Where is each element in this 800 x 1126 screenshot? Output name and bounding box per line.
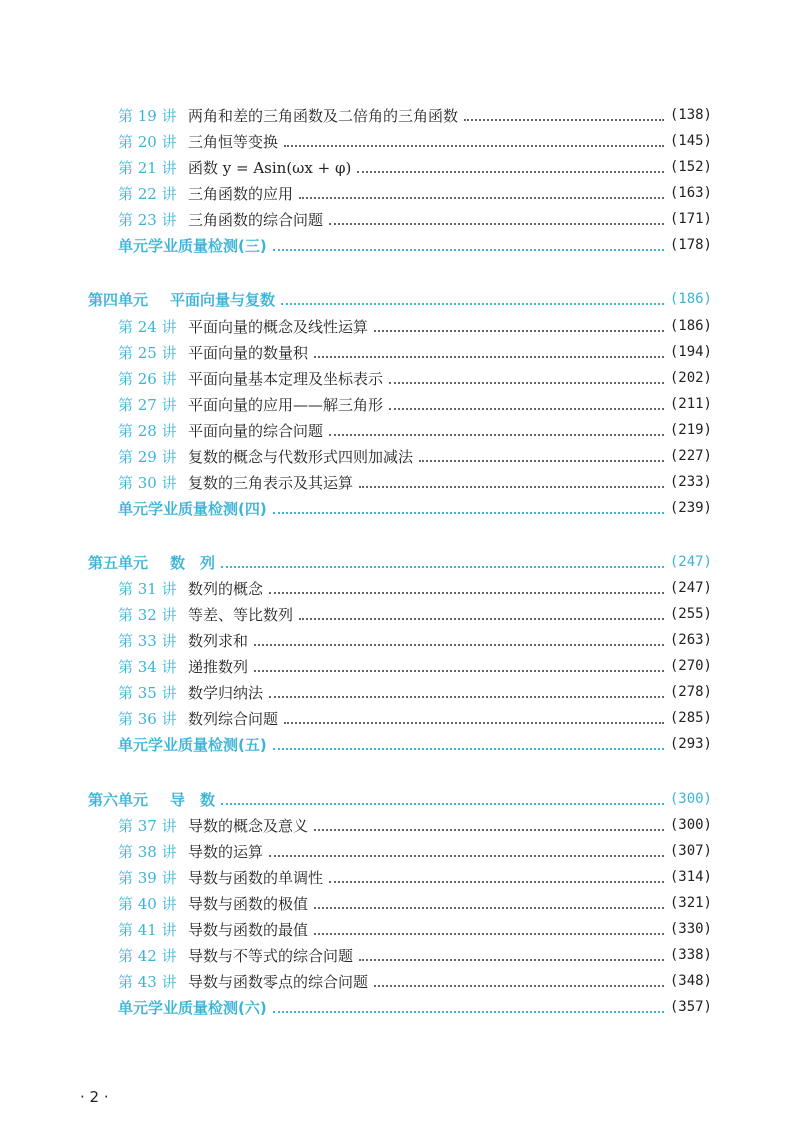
unit-title: 平面向量与复数 <box>170 290 276 309</box>
dot-leader <box>314 932 664 935</box>
unit-title: 数 列 <box>170 553 216 572</box>
page-number: (233) <box>669 474 712 490</box>
toc-entry-lecture-33[interactable] <box>118 629 712 651</box>
lecture-number: 第 33 讲 <box>118 631 177 650</box>
lecture-number: 第 31 讲 <box>118 579 177 598</box>
page-number: (285) <box>669 710 712 726</box>
page-number: (186) <box>669 318 712 334</box>
page-number: (330) <box>669 921 712 937</box>
lecture-title: 函数 y = Asin(ωx + φ) <box>188 158 352 177</box>
page-number: (219) <box>669 422 712 438</box>
lecture-number: 第 32 讲 <box>118 605 177 624</box>
page-number: (171) <box>669 211 712 227</box>
lecture-number: 第 36 讲 <box>118 709 177 728</box>
toc-entry-lecture-43[interactable] <box>118 970 712 992</box>
lecture-number: 第 43 讲 <box>118 972 177 991</box>
dot-leader <box>299 196 664 199</box>
page-number: (357) <box>669 999 712 1015</box>
lecture-number: 第 41 讲 <box>118 920 177 939</box>
page-number: (314) <box>669 869 712 885</box>
dot-leader <box>329 433 664 436</box>
dot-leader <box>314 828 664 831</box>
lecture-title: 两角和差的三角函数及二倍角的三角函数 <box>188 106 459 125</box>
toc-entry-lecture-37[interactable] <box>118 814 712 836</box>
toc-entry-lecture-41[interactable] <box>118 918 712 940</box>
page-number: (152) <box>669 159 712 175</box>
unit-test-title: 单元学业质量检测(三) <box>118 236 267 255</box>
lecture-title: 复数的三角表示及其运算 <box>188 473 354 492</box>
toc-entry-lecture-23[interactable] <box>118 208 712 230</box>
lecture-title: 导数与函数的单调性 <box>188 868 324 887</box>
dot-leader <box>357 170 664 173</box>
lecture-title: 平面向量基本定理及坐标表示 <box>188 369 384 388</box>
lecture-title: 复数的概念与代数形式四则加减法 <box>188 447 414 466</box>
lecture-title: 数列求和 <box>188 631 249 650</box>
lecture-number: 第 22 讲 <box>118 184 177 203</box>
lecture-title: 等差、等比数列 <box>188 605 294 624</box>
lecture-number: 第 27 讲 <box>118 395 177 414</box>
toc-entry-lecture-29[interactable] <box>118 445 712 467</box>
lecture-number: 第 26 讲 <box>118 369 177 388</box>
lecture-number: 第 40 讲 <box>118 894 177 913</box>
lecture-title: 导数的运算 <box>188 842 264 861</box>
lecture-title: 平面向量的概念及线性运算 <box>188 317 369 336</box>
toc-entry-lecture-40[interactable] <box>118 892 712 914</box>
toc-entry-unit-6[interactable] <box>88 788 712 810</box>
toc-entry-unit-test-6[interactable] <box>118 996 712 1018</box>
page-number: (300) <box>669 791 712 807</box>
lecture-title: 导数与函数的极值 <box>188 894 309 913</box>
dot-leader <box>419 459 664 462</box>
lecture-number: 第 38 讲 <box>118 842 177 861</box>
dot-leader <box>299 617 664 620</box>
lecture-number: 第 24 讲 <box>118 317 177 336</box>
dot-leader <box>273 248 664 251</box>
toc-entry-lecture-24[interactable] <box>118 315 712 337</box>
dot-leader <box>273 511 664 514</box>
unit-label: 第四单元 <box>88 290 149 309</box>
page-number: (239) <box>669 500 712 516</box>
dot-leader <box>464 118 664 121</box>
toc-entry-lecture-42[interactable] <box>118 944 712 966</box>
toc-entry-lecture-35[interactable] <box>118 681 712 703</box>
toc-entry-lecture-27[interactable] <box>118 393 712 415</box>
lecture-number: 第 20 讲 <box>118 132 177 151</box>
page-number: (247) <box>669 580 712 596</box>
dot-leader <box>254 643 664 646</box>
dot-leader <box>359 485 664 488</box>
toc-entry-lecture-25[interactable] <box>118 341 712 363</box>
lecture-title: 三角函数的应用 <box>188 184 294 203</box>
dot-leader <box>284 721 664 724</box>
page-number: (194) <box>669 344 712 360</box>
dot-leader <box>254 669 664 672</box>
lecture-title: 导数的概念及意义 <box>188 816 309 835</box>
page-number: (163) <box>669 185 712 201</box>
lecture-number: 第 29 讲 <box>118 447 177 466</box>
page-number: (186) <box>669 291 712 307</box>
page-number: (247) <box>669 554 712 570</box>
dot-leader <box>314 906 664 909</box>
toc-entry-lecture-26[interactable] <box>118 367 712 389</box>
toc-entry-lecture-28[interactable] <box>118 419 712 441</box>
lecture-number: 第 21 讲 <box>118 158 177 177</box>
dot-leader <box>329 222 664 225</box>
unit-test-title: 单元学业质量检测(四) <box>118 499 267 518</box>
page-number: (211) <box>669 396 712 412</box>
toc-entry-unit-test-3[interactable] <box>118 234 712 256</box>
lecture-number: 第 34 讲 <box>118 657 177 676</box>
unit-test-title: 单元学业质量检测(五) <box>118 735 267 754</box>
footer-page-number: · 2 · <box>80 1088 109 1106</box>
page-number: (278) <box>669 684 712 700</box>
page-number: (307) <box>669 843 712 859</box>
dot-leader <box>374 984 664 987</box>
page-number: (293) <box>669 736 712 752</box>
dot-leader <box>221 565 664 568</box>
lecture-number: 第 42 讲 <box>118 946 177 965</box>
toc-entry-lecture-20[interactable] <box>118 130 712 152</box>
toc-entry-lecture-22[interactable] <box>118 182 712 204</box>
page-number: (145) <box>669 133 712 149</box>
lecture-title: 平面向量的综合问题 <box>188 421 324 440</box>
lecture-title: 三角函数的综合问题 <box>188 210 324 229</box>
lecture-title: 导数与函数零点的综合问题 <box>188 972 369 991</box>
lecture-title: 平面向量的数量积 <box>188 343 309 362</box>
toc-entry-unit-test-5[interactable] <box>118 733 712 755</box>
dot-leader <box>273 747 664 750</box>
page-number: (263) <box>669 632 712 648</box>
toc-entry-lecture-39[interactable] <box>118 866 712 888</box>
lecture-title: 数列的概念 <box>188 579 264 598</box>
unit-label: 第六单元 <box>88 790 149 809</box>
lecture-number: 第 39 讲 <box>118 868 177 887</box>
unit-label: 第五单元 <box>88 553 149 572</box>
page-number: (178) <box>669 237 712 253</box>
dot-leader <box>389 407 664 410</box>
lecture-title: 导数与不等式的综合问题 <box>188 946 354 965</box>
toc-entry-lecture-34[interactable] <box>118 655 712 677</box>
dot-leader <box>273 1010 664 1013</box>
unit-test-title: 单元学业质量检测(六) <box>118 998 267 1017</box>
toc-entry-lecture-31[interactable] <box>118 577 712 599</box>
lecture-number: 第 37 讲 <box>118 816 177 835</box>
toc-entry-unit-4[interactable] <box>88 288 712 310</box>
dot-leader <box>359 958 664 961</box>
toc-entry-lecture-19[interactable] <box>118 104 712 126</box>
toc-entry-lecture-38[interactable] <box>118 840 712 862</box>
lecture-title: 三角恒等变换 <box>188 132 279 151</box>
toc-entry-lecture-21[interactable] <box>118 156 712 178</box>
lecture-title: 平面向量的应用——解三角形 <box>188 395 384 414</box>
dot-leader <box>221 802 664 805</box>
lecture-number: 第 35 讲 <box>118 683 177 702</box>
lecture-number: 第 30 讲 <box>118 473 177 492</box>
lecture-number: 第 28 讲 <box>118 421 177 440</box>
lecture-number: 第 19 讲 <box>118 106 177 125</box>
lecture-number: 第 25 讲 <box>118 343 177 362</box>
page-number: (321) <box>669 895 712 911</box>
page-number: (227) <box>669 448 712 464</box>
dot-leader <box>269 854 664 857</box>
dot-leader <box>374 329 664 332</box>
page-number: (202) <box>669 370 712 386</box>
dot-leader <box>329 880 664 883</box>
lecture-title: 数学归纳法 <box>188 683 264 702</box>
toc-entry-lecture-32[interactable] <box>118 603 712 625</box>
dot-leader <box>281 302 664 305</box>
toc-entry-unit-5[interactable] <box>88 551 712 573</box>
unit-title: 导 数 <box>170 790 216 809</box>
dot-leader <box>269 591 664 594</box>
toc-entry-lecture-30[interactable] <box>118 471 712 493</box>
page-number: (300) <box>669 817 712 833</box>
lecture-title: 数列综合问题 <box>188 709 279 728</box>
lecture-title: 导数与函数的最值 <box>188 920 309 939</box>
toc-entry-lecture-36[interactable] <box>118 707 712 729</box>
toc-entry-unit-test-4[interactable] <box>118 497 712 519</box>
lecture-number: 第 23 讲 <box>118 210 177 229</box>
lecture-title: 递推数列 <box>188 657 249 676</box>
page-number: (270) <box>669 658 712 674</box>
dot-leader <box>389 381 664 384</box>
dot-leader <box>314 355 664 358</box>
page-number: (338) <box>669 947 712 963</box>
page-number: (255) <box>669 606 712 622</box>
dot-leader <box>284 144 664 147</box>
page-number: (348) <box>669 973 712 989</box>
dot-leader <box>269 695 664 698</box>
page-number: (138) <box>669 107 712 123</box>
